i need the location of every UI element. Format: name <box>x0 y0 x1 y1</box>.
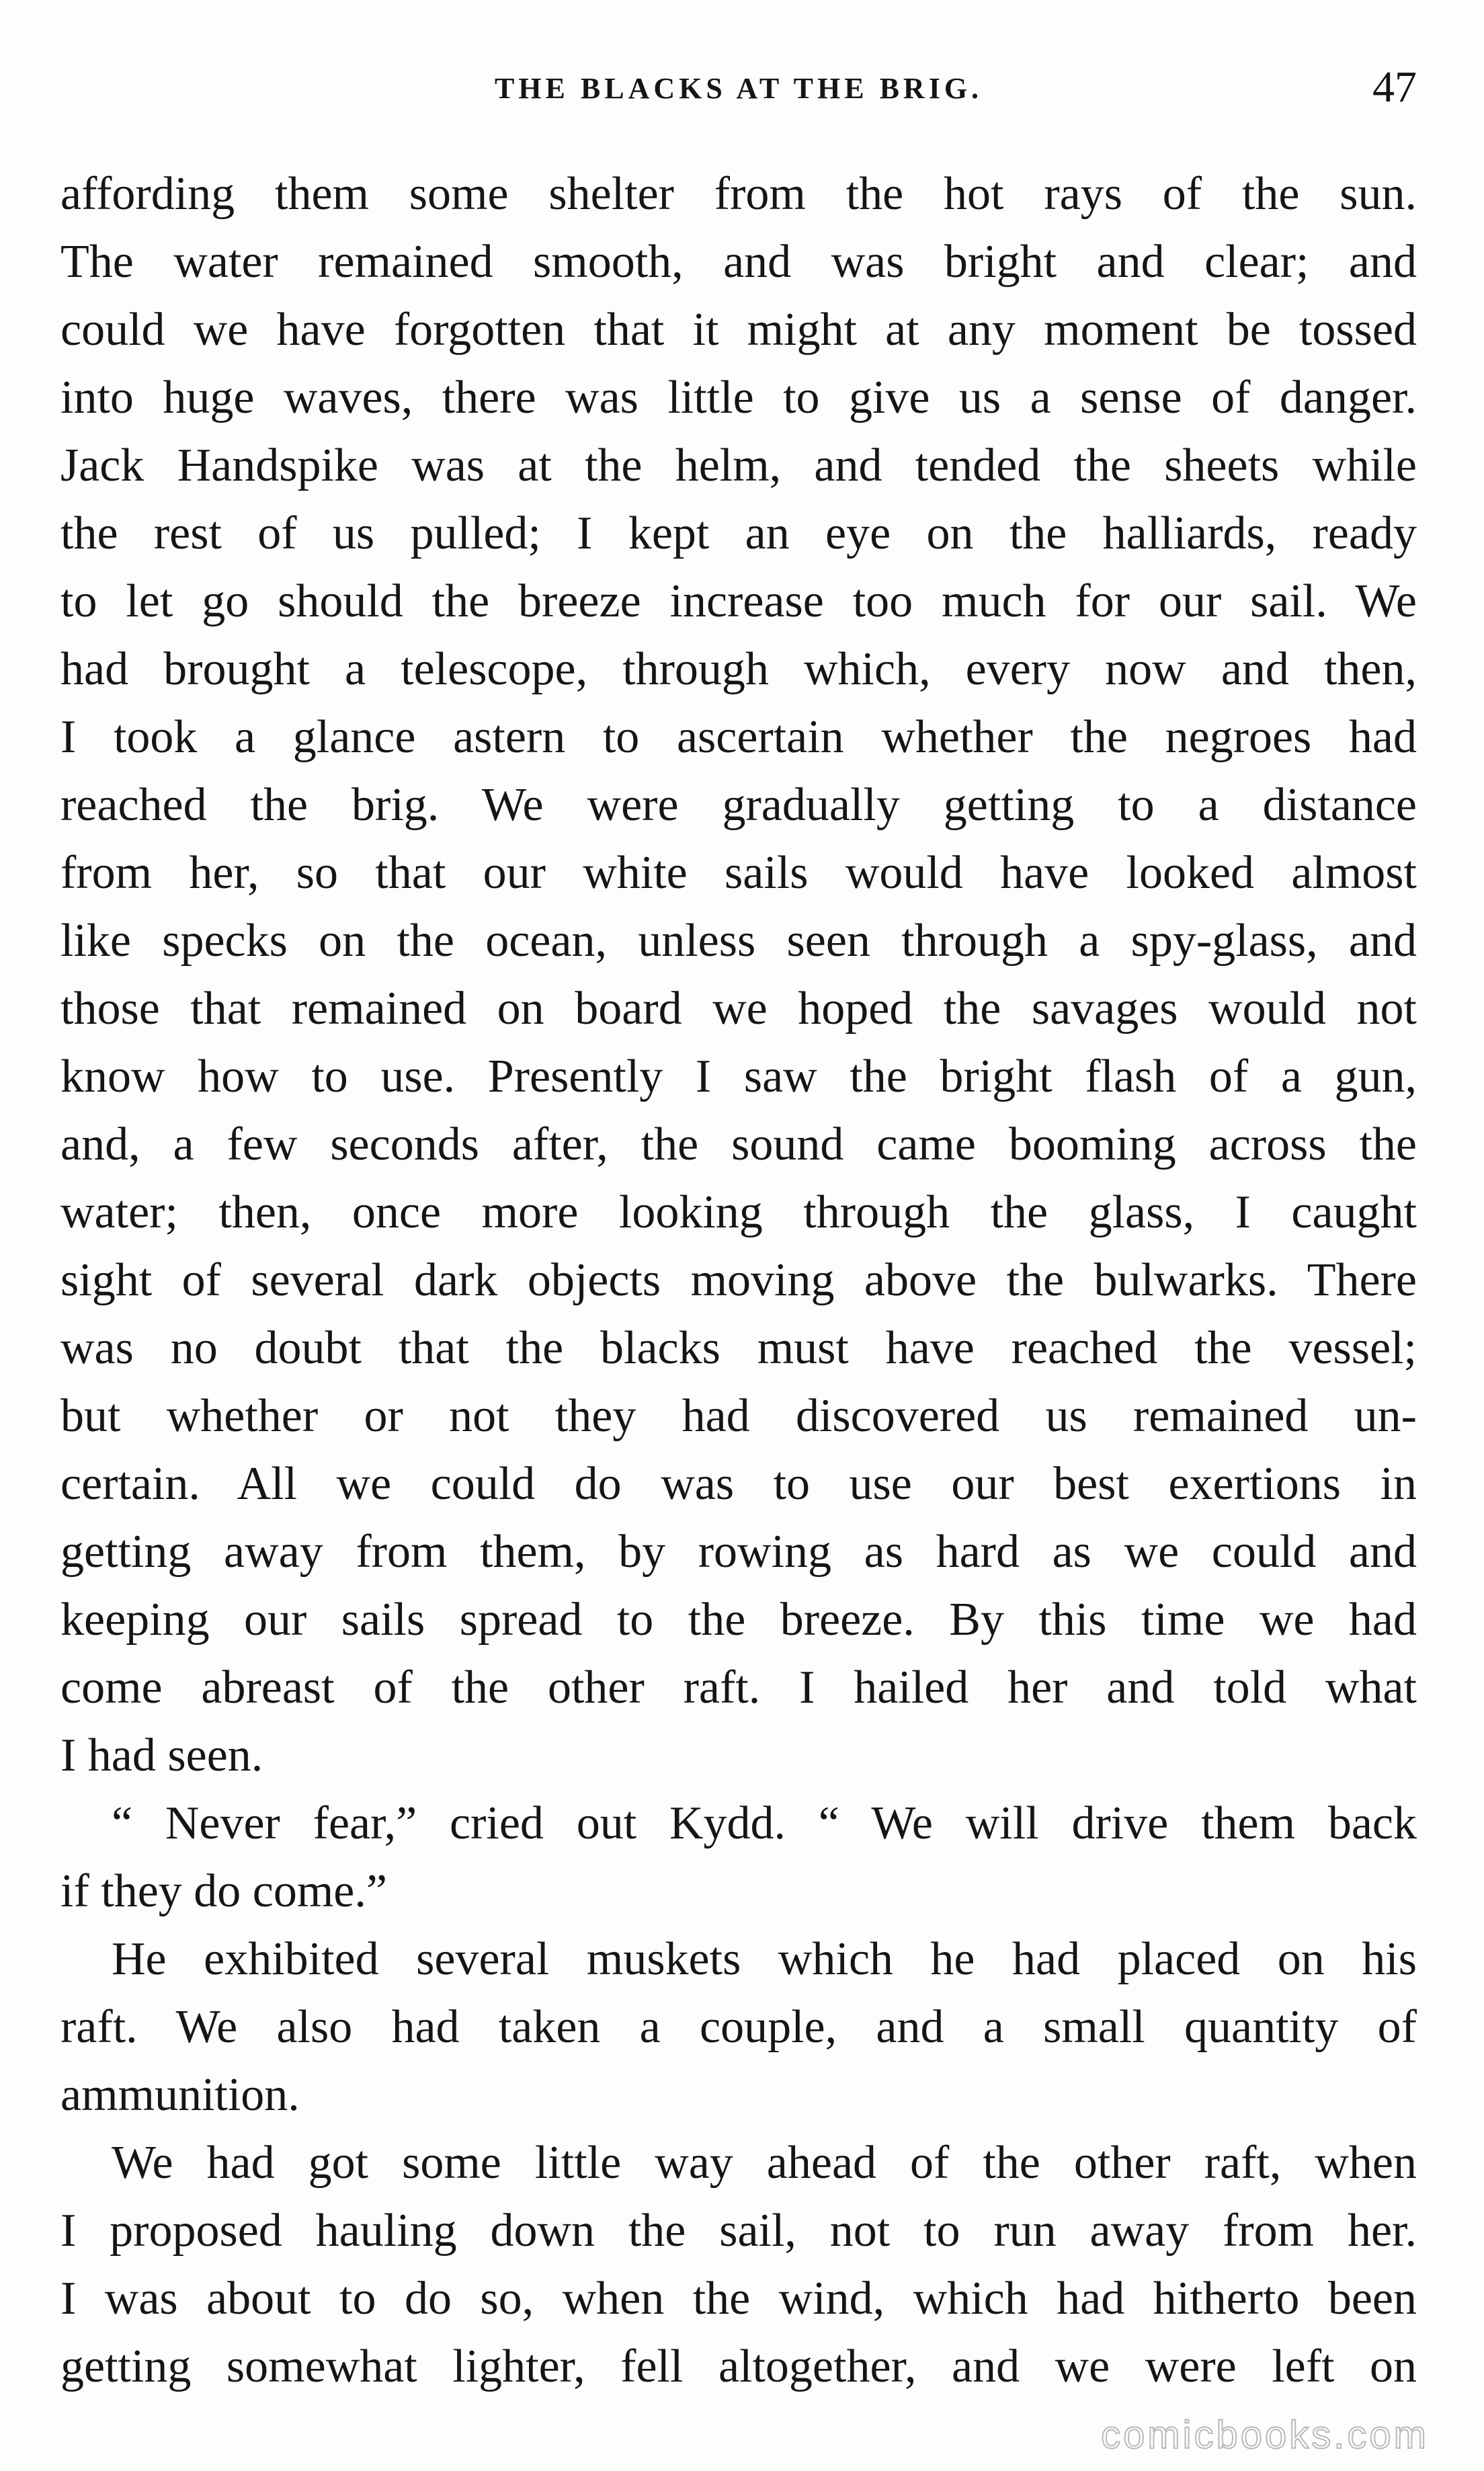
running-head <box>60 62 1417 116</box>
watermark: comicbooks.com <box>1101 2413 1429 2457</box>
text-line: certain. All we could do was to use our best exertions in <box>60 1458 1417 1510</box>
text-line: know how to use. Presently I saw the bright flash of a gun, <box>60 1051 1417 1102</box>
text-line: I took a glance astern to ascertain whether the negroes had <box>60 711 1417 763</box>
text-line: We had got some little way ahead of the other raft, when <box>112 2137 1417 2189</box>
text-line: ammunition. <box>60 2069 300 2121</box>
text-line: but whether or not they had discovered us remained un- <box>60 1390 1417 1442</box>
text-line: from her, so that our white sails would have looked almost <box>60 847 1417 899</box>
text-line: and, a few seconds after, the sound came booming across the <box>60 1119 1417 1170</box>
text-line: The water remained smooth, and was bright and clear; and <box>60 236 1417 288</box>
text-line: affording them some shelter from the hot rays of the sun. <box>60 168 1417 220</box>
text-line: to let go should the breeze increase too much for our sail. We <box>60 575 1417 627</box>
text-line: into huge waves, there was little to give us a sense of danger. <box>60 372 1417 423</box>
text-line: getting somewhat lighter, fell altogether, and we were left on <box>60 2341 1417 2392</box>
text-line: He exhibited several muskets which he had placed on his <box>112 1933 1417 1985</box>
text-line: water; then, once more looking through the glass, I caught <box>60 1186 1417 1238</box>
text-line: come abreast of the other raft. I hailed her and told what <box>60 1662 1417 1713</box>
text-line: the rest of us pulled; I kept an eye on the halliards, ready <box>60 508 1417 559</box>
text-line: if they do come.” <box>60 1865 387 1917</box>
body-text <box>60 160 1417 2400</box>
text-line: reached the brig. We were gradually getting to a distance <box>60 779 1417 831</box>
text-line: I proposed hauling down the sail, not to run away from her. <box>60 2205 1417 2257</box>
text-line: could we have forgotten that it might at any moment be tossed <box>60 304 1417 356</box>
text-line: raft. We also had taken a couple, and a small quantity of <box>60 2001 1417 2053</box>
page-number: 47 <box>1372 63 1417 112</box>
text-line: those that remained on board we hoped the savages would not <box>60 983 1417 1035</box>
text-line: had brought a telescope, through which, every now and then, <box>60 643 1417 695</box>
text-line: “ Never fear,” cried out Kydd. “ We will drive them back <box>112 1797 1417 1849</box>
text-line: keeping our sails spread to the breeze. By this time we had <box>60 1594 1417 1646</box>
text-line: was no doubt that the blacks must have reached the vessel; <box>60 1322 1417 1374</box>
text-line: I was about to do so, when the wind, which had hitherto been <box>60 2273 1417 2324</box>
text-line: like specks on the ocean, unless seen through a spy-glass, and <box>60 915 1417 967</box>
text-line: I had seen. <box>60 1730 263 1781</box>
running-title: THE BLACKS AT THE BRIG. <box>494 72 983 105</box>
text-line: Jack Handspike was at the helm, and tended the sheets while <box>60 440 1417 491</box>
text-line: sight of several dark objects moving above the bulwarks. There <box>60 1254 1417 1306</box>
text-line: getting away from them, by rowing as hard as we could and <box>60 1526 1417 1578</box>
